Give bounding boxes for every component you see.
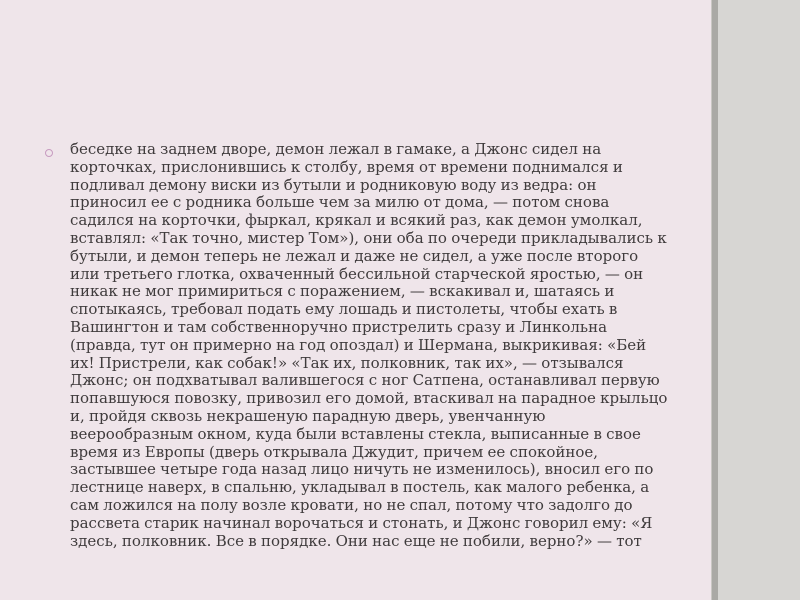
circle-bullet-icon <box>45 149 53 157</box>
body-text: беседке на заднем дворе, демон лежал в гамаке, а Джонс сидел на корточках, прислонившись к столбу, время от времени поднимался и подливал демону виски из бутыли и родниковую воду из ведра: он приносил ее с родника больше чем за милю от дома, — потом снова садился на корточки, фыркал, крякал и всякий раз, как демон умолкал, вставлял: «Так точно, мистер Том»), они оба по очереди прикладывались к бутыли, и демон теперь не лежал и даже не сидел, а уже после второго или третьего глотка, охваченный бессильной старческой яростью, — он никак не мог примириться с поражением, — вскакивал и, шатаясь и спотыкаясь, требовал подать ему лошадь и пистолеты, чтобы ехать в Вашингтон и там собственноручно пристрелить сразу и Линкольна (правда, тут он примерно на год опоздал) и Шермана, выкрикивая: «Бей их! Пристрели, как собак!» «Так их, полковник, так их», — отзывался Джонс; он подхватывал валившегося с ног Сатпена, останавливал первую попавшуюся повозку, привозил его домой, втаскивал на парадное крыльцо и, пройдя сквозь некрашеную парадную дверь, увенчанную веерообразным окном, куда были вставлены стекла, выписанные в свое время из Европы (дверь открывала Джудит, причем ее спокойное, застывшее четыре года назад лицо ничуть не изменилось), вносил его по лестнице наверх, в спальню, укладывал в постель, как малого ребенка, а сам ложился на полу возле кровати, но не спал, потому что задолго до рассвета старик начинал ворочаться и стонать, и Джонс говорил ему: «Я здесь, полковник. Все в порядке. Они нас еще не побили, верно?» — тот <box>70 140 668 550</box>
sidebar-stripe <box>712 0 718 600</box>
right-sidebar-panel <box>711 0 800 600</box>
